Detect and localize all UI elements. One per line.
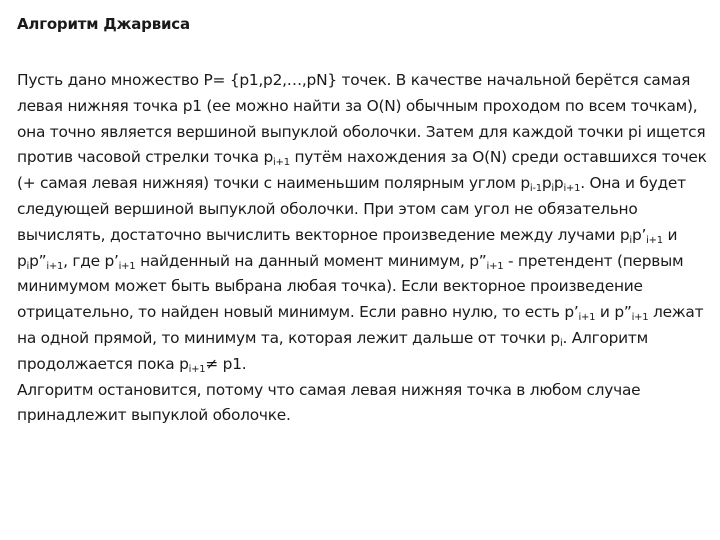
text-run: - претендент (первым минимумом может быть выбрана любая точка). Если векторное произведение отрицательно, то найден новый минимум. Если равно нулю, то есть p’ [17,251,684,322]
text-run: путём нахождения за O(N) среди оставшихся точек (+ самая левая нижняя) точки с наименьшим полярным углом p [17,148,707,193]
subscript: i+1 [578,312,596,324]
subscript: i+1 [486,260,504,272]
slide-body [17,68,707,429]
text-run: найденный на данный момент минимум, p” [135,251,487,270]
text-run: . Она и будет следующей вершиной выпуклой оболочки. При этом сам угол не обязательно вычислять, достаточно вычислить векторное произведение между лучами p [17,174,686,244]
subscript: i+1 [118,260,136,272]
subscript: i+1 [273,157,290,169]
paragraph-conclusion: Алгоритм остановится, потому что самая левая нижняя точка в любом случае принадлежит выпуклой оболочке. [17,380,641,425]
paragraph-algorithm [17,68,707,378]
subscript: i+1 [646,234,663,246]
text-run: , где p’ [63,251,119,270]
subscript: i [559,337,563,349]
text-run: p’ [631,225,647,244]
text-run: ≠ p1. [205,354,247,373]
slide-title: Алгоритм Джарвиса [17,15,190,33]
subscript: i+1 [631,312,649,324]
text-run: p [553,174,564,193]
text-run: . Алгоритм продолжается пока p [17,328,648,373]
text-run: и p” [595,303,632,322]
text-run: лежат на одной прямой, то минимум та, которая лежит дальше от точки p [17,303,704,347]
subscript: i [26,260,30,272]
subscript: i [551,183,554,195]
text-run: p” [29,251,47,270]
text-run: и p [17,225,678,270]
subscript: i-1 [529,183,542,195]
subscript: i+1 [46,260,64,272]
text-run: p [541,174,552,193]
subscript: i+1 [188,363,206,375]
subscript: i [629,234,632,246]
text-run: Пусть дано множество P= {p1,p2,…,pN} точек. В качестве начальной берётся самая левая нижняя точка p1 (ее можно найти за O(N) обычным проходом по всем точкам), она точно является вершиной выпуклой оболочки. Затем для каждой точки pi ищется против часовой стрелки точка p [17,71,706,167]
subscript: i+1 [563,183,581,195]
